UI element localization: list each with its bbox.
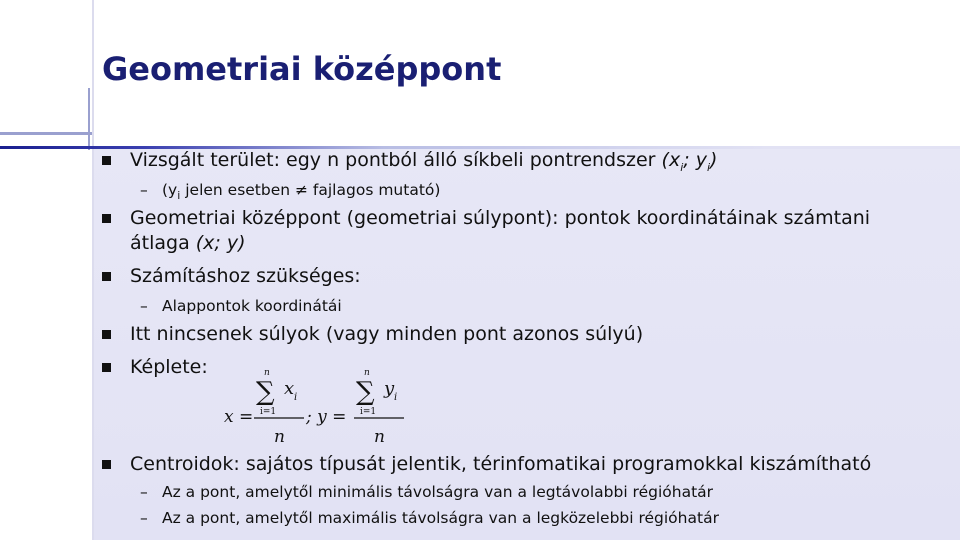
bullet-text: Centroidok: sajátos típusát jelentik, térinfomatikai programokkal kiszámítható [130, 453, 872, 475]
formula-sum-bottom: i=1 [260, 407, 277, 417]
bullet-item-requirements [102, 264, 952, 289]
text-segment: Vizsgált terület: egy n pontból álló síkbeli pontrendszer [130, 149, 662, 171]
sub-item-max-distance [140, 508, 719, 528]
formula-sum-top: n [264, 368, 270, 378]
italic-segment: (x [661, 149, 681, 171]
decorative-cross-line [0, 132, 92, 135]
formula-x-term: x [284, 378, 295, 399]
dash-bullet: – [140, 181, 148, 199]
dash-bullet: – [140, 297, 148, 315]
bullet-item-centroids [102, 452, 952, 477]
square-bullet-icon [102, 156, 111, 165]
bullet-text [130, 206, 952, 256]
square-bullet-icon [102, 330, 111, 339]
bullet-item-geometric-center [102, 206, 952, 256]
bullet-text [130, 148, 952, 180]
bullet-text: Itt nincsenek súlyok (vagy minden pont azonos súlyú) [130, 323, 644, 345]
subscript: i [706, 160, 711, 174]
dash-bullet: – [140, 483, 148, 501]
sub-item-base-points [140, 296, 342, 316]
sum-icon: ∑ [256, 377, 275, 407]
sub-item-yi-note [140, 180, 440, 206]
square-bullet-icon [102, 460, 111, 469]
sub-item-min-distance [140, 482, 713, 502]
text-segment: (y [162, 181, 178, 199]
formula-y-term: y [384, 378, 395, 399]
formula-denominator: n [274, 427, 285, 447]
sum-icon: ∑ [356, 377, 375, 407]
text-segment: átlaga [130, 232, 196, 254]
slide-title: Geometriai középpont [102, 50, 502, 88]
italic-segment: (x; y) [195, 232, 246, 254]
text-line [130, 231, 952, 256]
bullet-text: Számításhoz szükséges: [130, 265, 361, 287]
decorative-vertical-line [92, 0, 94, 540]
text-line: Geometriai középpont (geometriai súlypont): pontok koordinátáinak számtani [130, 207, 871, 229]
bullet-item-no-weights [102, 322, 952, 347]
text-segment: jelen esetben ≠ fajlagos mutató) [180, 181, 441, 199]
formula-sum-bottom: i=1 [360, 407, 377, 417]
text-segment: Alappontok koordinátái [162, 297, 342, 315]
text-segment: Az a pont, amelytől minimális távolságra van a legtávolabbi régióhatár [162, 483, 714, 501]
square-bullet-icon [102, 272, 111, 281]
formula-sum-top: n [364, 368, 370, 378]
formula-x-sub: i [294, 392, 298, 403]
italic-segment: ; y [683, 149, 707, 171]
formula-graphic [222, 364, 412, 448]
dash-bullet: – [140, 509, 148, 527]
bullet-item-study-area [102, 148, 952, 180]
subscript: i [177, 189, 181, 203]
formula-denominator: n [374, 427, 385, 447]
decorative-vertical-accent [88, 88, 90, 150]
subscript: i [680, 160, 684, 174]
text-segment: Az a pont, amelytől maximális távolságra van a legközelebbi régióhatár [162, 509, 719, 527]
square-bullet-icon [102, 363, 111, 372]
square-bullet-icon [102, 214, 111, 223]
formula-y-lhs: ; y = [306, 407, 347, 427]
bullet-text: Képlete: [130, 356, 208, 378]
italic-segment: ) [710, 149, 718, 171]
formula-y-sub: i [394, 392, 398, 403]
centroid-formula [222, 364, 412, 448]
formula-x-lhs: x = [224, 407, 254, 427]
